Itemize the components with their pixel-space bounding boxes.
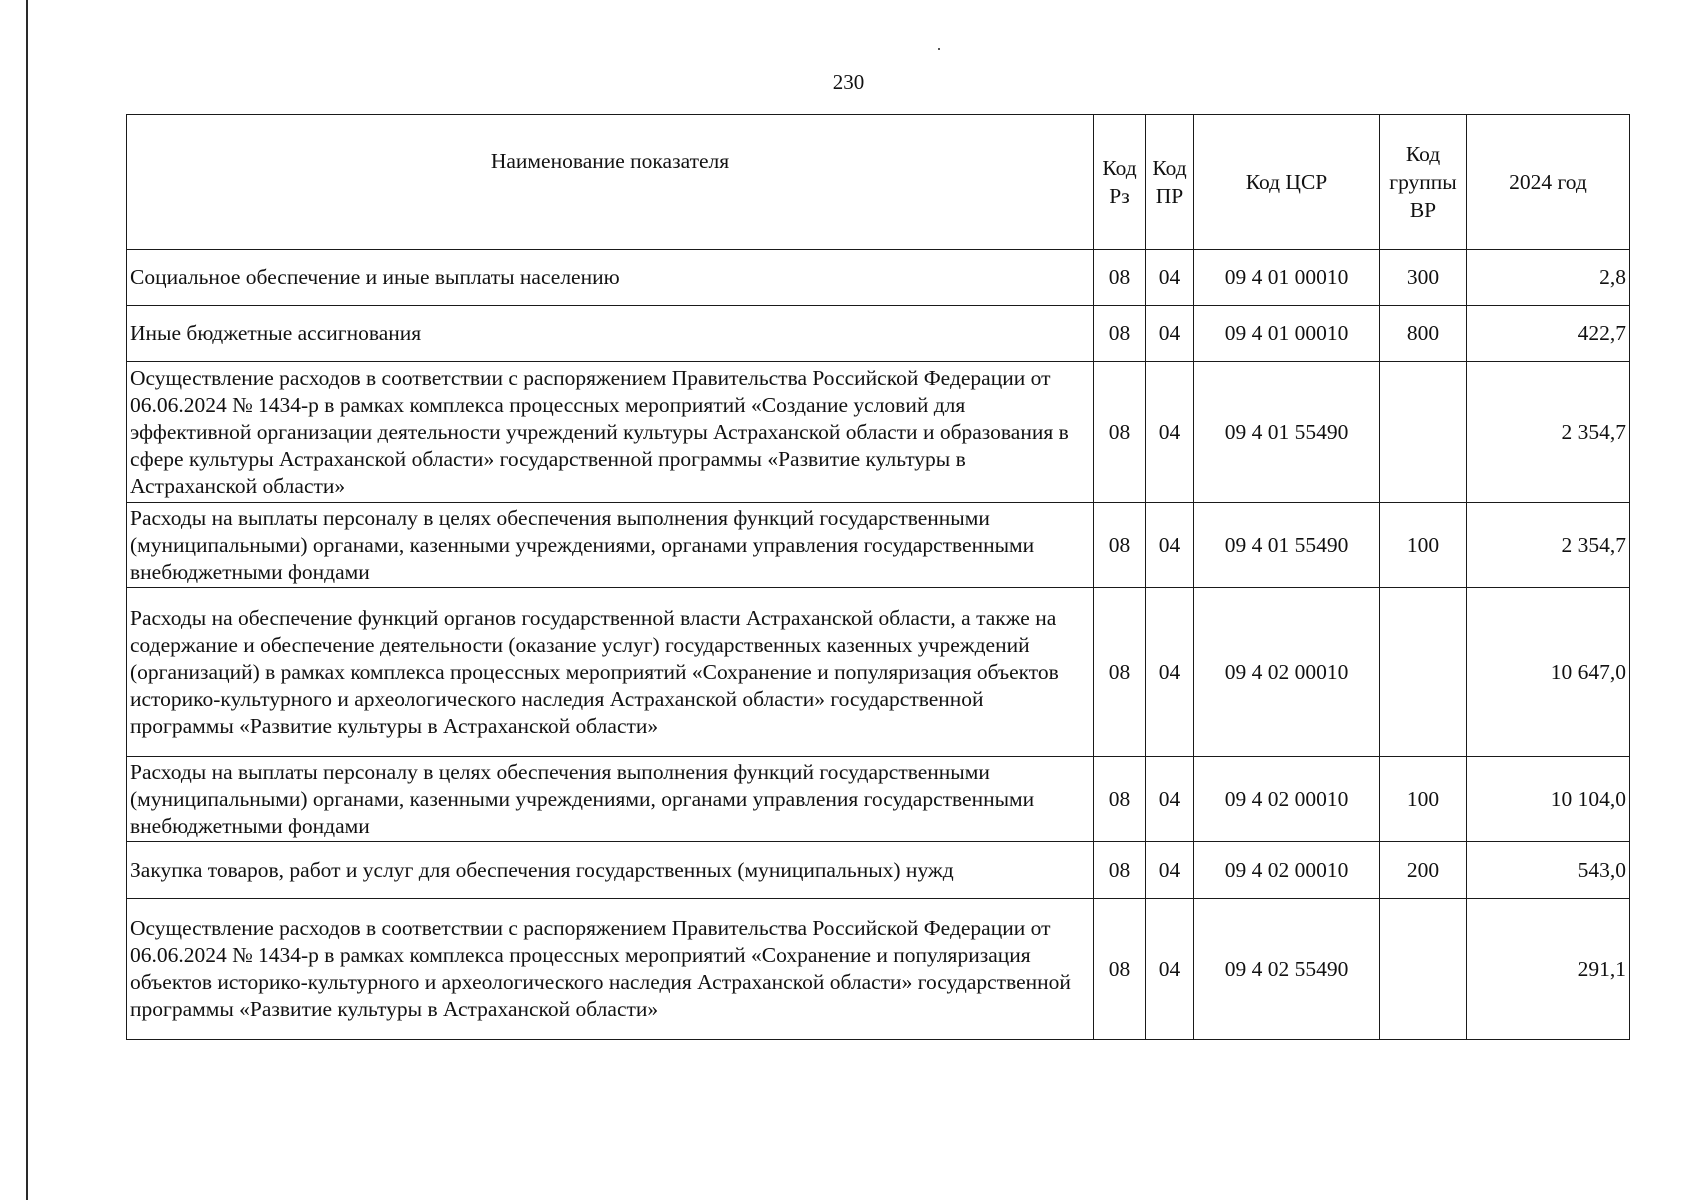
- row-rz: 08: [1094, 503, 1146, 588]
- header-year: 2024 год: [1467, 115, 1630, 250]
- row-vr: 100: [1380, 757, 1467, 842]
- row-vr: [1380, 899, 1467, 1040]
- row-csr: 09 4 02 55490: [1194, 899, 1380, 1040]
- row-csr: 09 4 01 00010: [1194, 306, 1380, 362]
- row-csr: 09 4 01 00010: [1194, 250, 1380, 306]
- row-vr: 800: [1380, 306, 1467, 362]
- page-number: 230: [832, 70, 865, 94]
- row-name: Осуществление расходов в соответствии с распоряжением Правительства Российской Федерации от 06.06.2024 № 1434-р в рамках комплекса процессных мероприятий «Сохранение и популяризация объектов историко-культурного и археологического наследия Астраханской области» государственной программы «Развитие культуры в Астраханской области»: [127, 899, 1094, 1040]
- row-amount: 291,1: [1467, 899, 1630, 1040]
- row-rz: 08: [1094, 306, 1146, 362]
- row-name: Осуществление расходов в соответствии с распоряжением Правительства Российской Федерации от 06.06.2024 № 1434-р в рамках комплекса процессных мероприятий «Создание условий для эффективной организации деятельности учреждений культуры Астраханской области и образования в сфере культуры Астраханской области» государственной программы «Развитие культуры в Астраханской области»: [127, 362, 1094, 503]
- row-name: Расходы на обеспечение функций органов государственной власти Астраханской области, а также на содержание и обеспечение деятельности (оказание услуг) государственных казенных учреждений (организаций) в рамках комплекса процессных мероприятий «Сохранение и популяризация объектов историко-культурного и археологического наследия Астраханской области» государственной программы «Развитие культуры в Астраханской области»: [127, 588, 1094, 757]
- table-row: [127, 842, 1630, 899]
- row-amount: 2 354,7: [1467, 362, 1630, 503]
- row-pr: 04: [1146, 899, 1194, 1040]
- scan-left-edge: [26, 0, 28, 1200]
- table-row: [127, 362, 1630, 503]
- table-row: [127, 503, 1630, 588]
- row-name: Расходы на выплаты персоналу в целях обеспечения выполнения функций государственными (муниципальными) органами, казенными учреждениями, органами управления государственными внебюджетными фондами: [127, 503, 1094, 588]
- row-pr: 04: [1146, 503, 1194, 588]
- row-csr: 09 4 01 55490: [1194, 362, 1380, 503]
- row-name: Иные бюджетные ассигнования: [127, 306, 1094, 362]
- row-csr: 09 4 02 00010: [1194, 757, 1380, 842]
- row-csr: 09 4 01 55490: [1194, 503, 1380, 588]
- row-amount: 10 104,0: [1467, 757, 1630, 842]
- row-name: Расходы на выплаты персоналу в целях обеспечения выполнения функций государственными (муниципальными) органами, казенными учреждениями, органами управления государственными внебюджетными фондами: [127, 757, 1094, 842]
- table-row: [127, 899, 1630, 1040]
- row-rz: 08: [1094, 250, 1146, 306]
- row-amount: 2 354,7: [1467, 503, 1630, 588]
- row-rz: 08: [1094, 899, 1146, 1040]
- row-pr: 04: [1146, 757, 1194, 842]
- row-pr: 04: [1146, 842, 1194, 899]
- row-vr: 100: [1380, 503, 1467, 588]
- row-pr: 04: [1146, 306, 1194, 362]
- header-vr: Код группы ВР: [1380, 115, 1467, 250]
- header-name: Наименование показателя: [127, 115, 1094, 250]
- row-rz: 08: [1094, 757, 1146, 842]
- budget-table: [126, 114, 1630, 1040]
- row-name: Социальное обеспечение и иные выплаты населению: [127, 250, 1094, 306]
- row-amount: 422,7: [1467, 306, 1630, 362]
- scan-speck: [938, 48, 940, 50]
- table-row: [127, 757, 1630, 842]
- table-row: [127, 306, 1630, 362]
- table-header-row: [127, 115, 1630, 250]
- row-name: Закупка товаров, работ и услуг для обеспечения государственных (муниципальных) нужд: [127, 842, 1094, 899]
- row-csr: 09 4 02 00010: [1194, 842, 1380, 899]
- row-amount: 10 647,0: [1467, 588, 1630, 757]
- table-row: [127, 250, 1630, 306]
- header-rz: Код Рз: [1094, 115, 1146, 250]
- table-row: [127, 588, 1630, 757]
- row-amount: 543,0: [1467, 842, 1630, 899]
- row-rz: 08: [1094, 362, 1146, 503]
- row-vr: [1380, 588, 1467, 757]
- row-amount: 2,8: [1467, 250, 1630, 306]
- row-pr: 04: [1146, 588, 1194, 757]
- row-csr: 09 4 02 00010: [1194, 588, 1380, 757]
- header-csr: Код ЦСР: [1194, 115, 1380, 250]
- row-pr: 04: [1146, 362, 1194, 503]
- row-pr: 04: [1146, 250, 1194, 306]
- row-vr: [1380, 362, 1467, 503]
- header-pr: Код ПР: [1146, 115, 1194, 250]
- row-vr: 200: [1380, 842, 1467, 899]
- row-rz: 08: [1094, 842, 1146, 899]
- row-vr: 300: [1380, 250, 1467, 306]
- row-rz: 08: [1094, 588, 1146, 757]
